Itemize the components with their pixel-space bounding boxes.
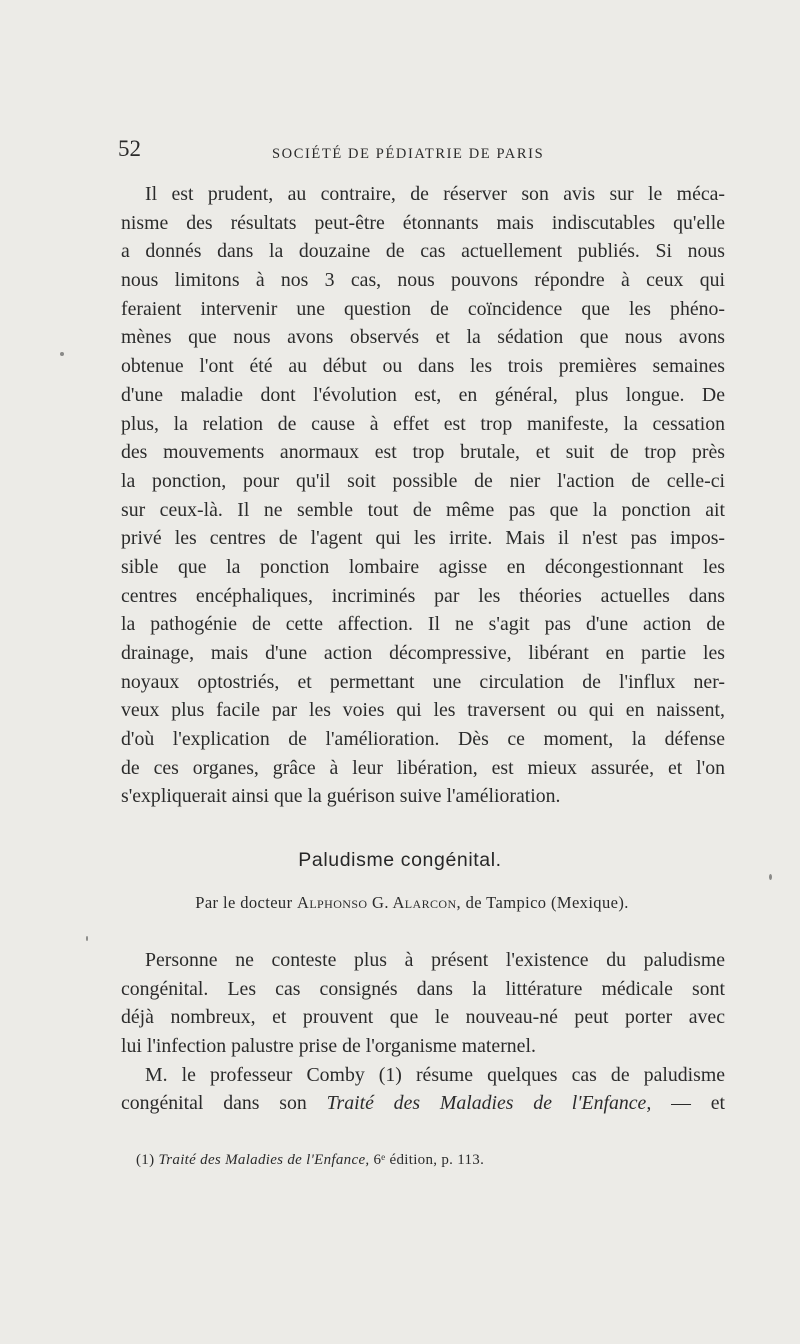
footnote-text: 6ᵉ édition, p. 113. — [369, 1152, 485, 1168]
text-line: de ces organes, grâce à leur libération, est mieux assurée, et l'on — [121, 756, 725, 779]
footnote-marker: (1) — [136, 1152, 159, 1168]
paper-speck — [86, 936, 88, 941]
byline-suffix: , de Tampico (Mexique). — [456, 893, 629, 912]
running-head — [118, 136, 738, 170]
footnote — [136, 1152, 484, 1169]
text-line: s'expliquerait ainsi que la guérison suive l'amélioration. — [121, 785, 561, 808]
text-line: lui l'infection palustre prise de l'organisme maternel. — [121, 1035, 536, 1058]
text-line: d'où l'explication de l'amélioration. Dès ce moment, la défense — [121, 728, 725, 751]
text-line: feraient intervenir une question de coïncidence que les phéno- — [121, 297, 725, 320]
text-line: M. le professeur Comby (1) résume quelques cas de paludisme — [145, 1063, 725, 1086]
text-line: privé les centres de l'agent qui les irrite. Mais il n'est pas impos- — [121, 527, 725, 550]
book-title: Traité des Maladies de l'Enfance, — [326, 1092, 652, 1115]
text-fragment: congénital dans son — [121, 1092, 327, 1115]
text-line — [121, 1089, 725, 1118]
text-line: d'une maladie dont l'évolution est, en général, plus longue. De — [121, 383, 725, 406]
text-line: déjà nombreux, et prouvent que le nouveau-né peut porter avec — [121, 1006, 725, 1029]
paper-speck — [769, 874, 772, 880]
text-line: drainage, mais d'une action décompressive, libérant en partie les — [121, 642, 725, 664]
page-number: 52 — [118, 136, 141, 161]
text-line: obtenue l'ont été au début ou dans les trois premières semaines — [121, 355, 725, 378]
footnote-book-title: Traité des Maladies de l'Enfance, — [158, 1152, 370, 1168]
paper-speck — [60, 352, 64, 356]
paragraph-1 — [121, 180, 725, 811]
section-title: Paludisme congénital. — [298, 849, 502, 871]
text-line: la ponction, pour qu'il soit possible de nier l'action de celle-ci — [121, 469, 725, 492]
text-line: la pathogénie de cette affection. Il ne s'agit pas d'une action de — [121, 613, 725, 636]
text-line: sible que la ponction lombaire agisse en décongestionnant les — [121, 555, 725, 578]
text-line: veux plus facile par les voies qui les traversent ou qui en naissent, — [121, 699, 725, 722]
text-line: noyaux optostriés, et permettant une circulation de l'influx ner- — [121, 670, 725, 693]
text-line: Personne ne conteste plus à présent l'existence du paludisme — [145, 949, 725, 971]
text-line: nous limitons à nos 3 cas, nous pouvons répondre à ceux qui — [121, 269, 725, 292]
text-line: Il est prudent, au contraire, de réserver son avis sur le méca- — [145, 183, 725, 205]
text-line: sur ceux-là. Il ne semble tout de même pas que la ponction ait — [121, 498, 725, 521]
journal-title: SOCIÉTÉ DE PÉDIATRIE DE PARIS — [272, 146, 545, 162]
text-line: des mouvements anormaux est trop brutale, et suit de trop près — [121, 441, 725, 464]
byline-prefix: Par le docteur — [195, 893, 298, 912]
author-name: Alphonso G. Alarcon — [297, 893, 457, 912]
text-line: congénital. Les cas consignés dans la littérature médicale sont — [121, 977, 725, 1000]
text-line: a donnés dans la douzaine de cas actuellement publiés. Si nous — [121, 240, 725, 263]
text-line: centres encéphaliques, incriminés par les théories actuelles dans — [121, 584, 725, 607]
byline — [0, 893, 800, 913]
text-line: mènes que nous avons observés et la sédation que nous avons — [121, 326, 725, 349]
text-fragment: — et — [651, 1092, 725, 1115]
text-line: plus, la relation de cause à effet est trop manifeste, la cessation — [121, 412, 725, 435]
text-line: nisme des résultats peut-être étonnants mais indiscutables qu'elle — [121, 211, 725, 234]
paragraph-2-3 — [121, 946, 725, 1118]
